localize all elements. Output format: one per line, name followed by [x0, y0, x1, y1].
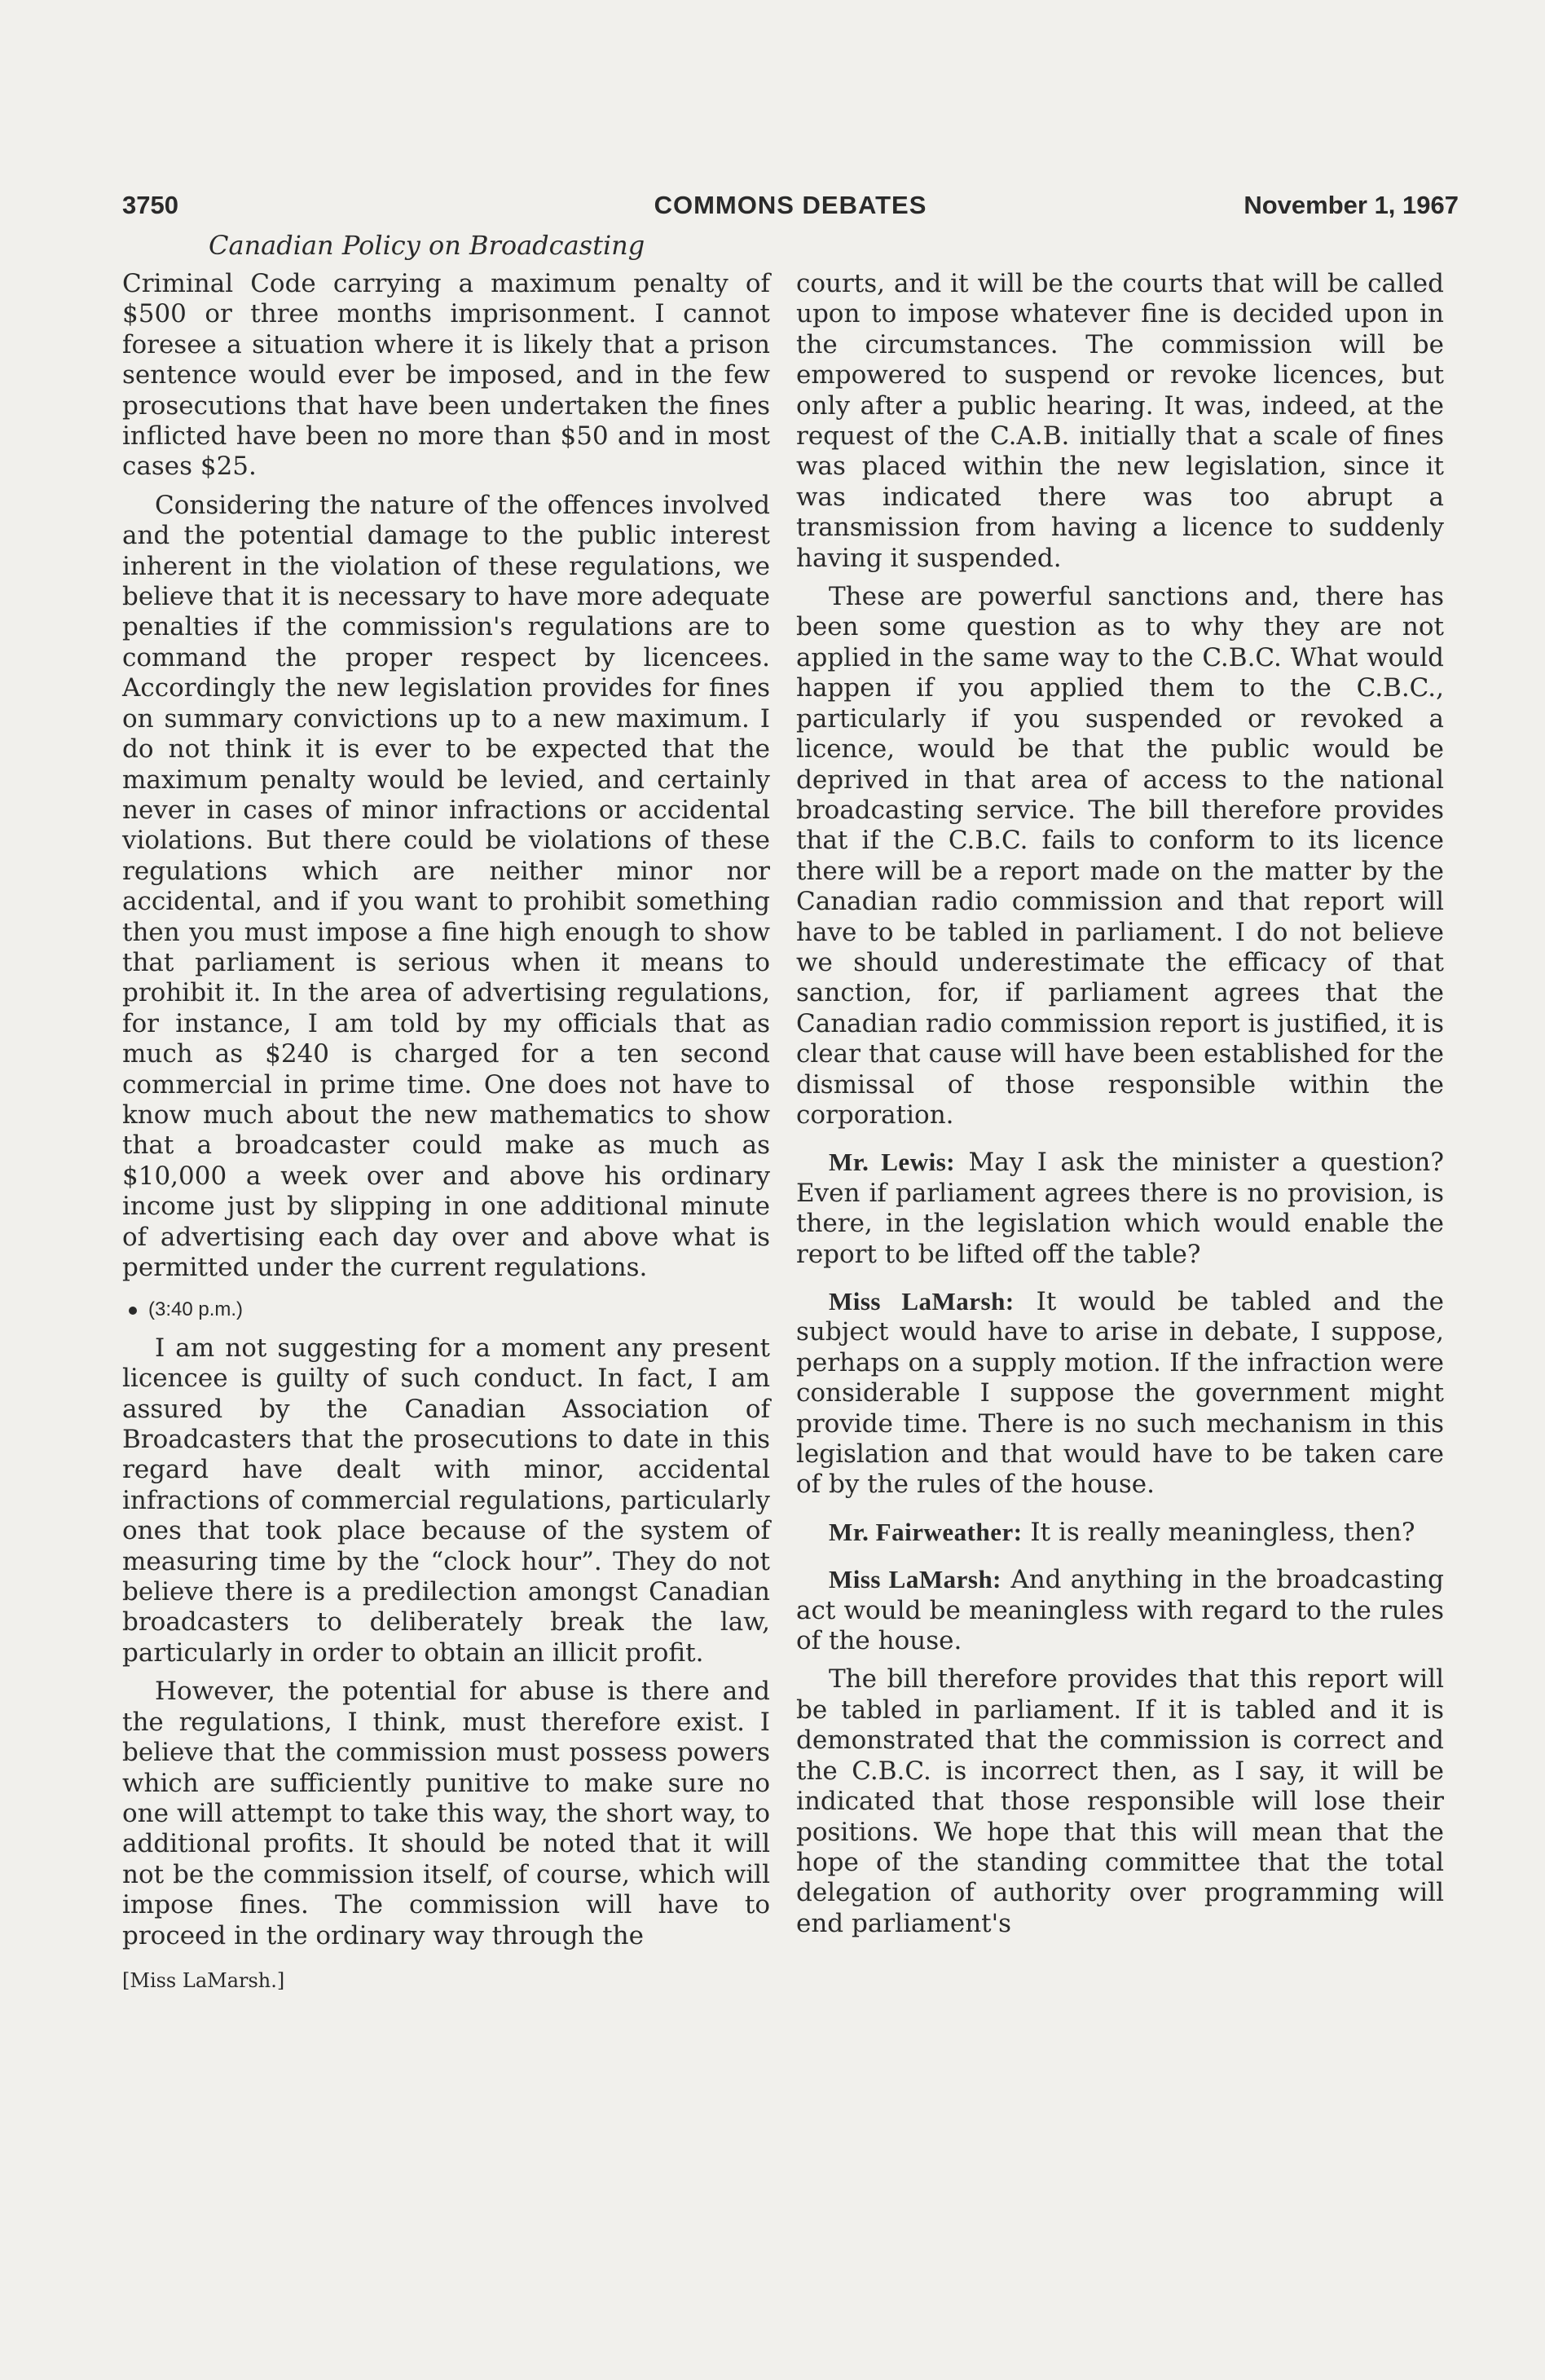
timestamp [129, 1294, 770, 1324]
speech-lewis [796, 1147, 1444, 1270]
paragraph: The bill therefore provides that this report will be tabled in parliament. If it is tabled and it is demonstrated that the commission is correct and the C.B.C. is incorrect then, as I say, it will be indicated that those responsible will lose their positions. We hope that this will mean that the hope of the standing committee that the total delegation of authority over programming will end parliament's [796, 1664, 1444, 1938]
page-number: 3750 [122, 191, 178, 219]
speech-lamarsh [796, 1286, 1444, 1501]
speaker-name: Mr. Fairweather: [829, 1517, 1023, 1546]
paragraph: courts, and it will be the courts that will be called upon to impose whatever fine is decided upon in the circumstances. The commission will be empowered to suspend or revoke licences, but only after a public hearing. It was, indeed, at the request of the C.A.B. initially that a scale of fines was placed within the new legislation, since it was indicated there was too abrupt a transmission from having a licence to suddenly having it suspended. [796, 269, 1444, 573]
running-head: Canadian Policy on Broadcasting [209, 230, 645, 261]
speaker-name: Mr. Lewis: [829, 1148, 956, 1177]
page-header [122, 191, 1459, 231]
paragraph: Criminal Code carrying a maximum penalty of $500 or three months imprisonment. I cannot foresee a situation where it is likely that a prison sentence would ever be imposed, and in the few prosecutions that have been undertaken the fines inflicted have been no more than $50 and in most cases $25. [122, 269, 770, 482]
paragraph: I am not suggesting for a moment any present licencee is guilty of such conduct. In fact, I am assured by the Canadian Association of Broadcasters that the prosecutions to date in this regard have dealt with minor, accidental infractions of commercial regulations, particularly ones that took place because of the system of measuring time by the “clock hour”. They do not believe there is a predilection amongst Canadian broadcasters to deliberately break the law, particularly in order to obtain an illicit profit. [122, 1333, 770, 1668]
speaker-footnote: [Miss LaMarsh.] [122, 1968, 285, 1992]
speaker-name: Miss LaMarsh: [829, 1287, 1015, 1316]
speaker-name: Miss LaMarsh: [829, 1565, 1002, 1594]
speech-text: May I ask the minister a question? Even if parliament agrees there is no provision, is there, in the legislation which would enable the report to be lifted off the table? [796, 1148, 1445, 1269]
right-column [796, 269, 1444, 1939]
speech-lamarsh [796, 1564, 1444, 1656]
paragraph: Considering the nature of the offences involved and the potential damage to the public interest inherent in the violation of these regulations, we believe that it is necessary to have more adequate penalties if the commission's regulations are to command the proper respect by licencees. Accordingly the new legislation provides for fines on summary convictions up to a new maximum. I do not think it is ever to be expected that the maximum penalty would be levied, and certainly never in cases of minor infractions or accidental violations. But there could be violations of these regulations which are neither minor nor accidental, and if you want to prohibit something then you must impose a fine high enough to show that parliament is serious when it means to prohibit it. In the area of advertising regulations, for instance, I am told by my officials that as much as $240 is charged for a ten second commercial in prime time. One does not have to know much about the new mathematics to show that a broadcaster could make as much as $10,000 a week over and above his ordinary income just by slipping in one additional minute of advertising each day over and above what is permitted under the current regulations. [122, 490, 770, 1282]
left-column [122, 269, 770, 1996]
publication-date: November 1, 1967 [1243, 191, 1459, 219]
speech-text: It is really meaningless, then? [1030, 1517, 1415, 1547]
speech-text: It would be tabled and the subject would have to arise in debate, I suppose, perhaps on a supply motion. If the infraction were considerable I suppose the government might provide time. There is no such mechanism in this legislation and that would have to be taken care of by the rules of the house. [796, 1287, 1444, 1500]
paragraph: However, the potential for abuse is there and the regulations, I think, must therefore exist. I believe that the commission must possess powers which are sufficiently punitive to make sure no one will attempt to take this way, the short way, to additional profits. It should be noted that it will not be the commission itself, of course, which will impose fines. The commission will have to proceed in the ordinary way through the [122, 1677, 770, 1950]
speech-text: And anything in the broadcasting act would be meaningless with regard to the rules of the house. [796, 1565, 1444, 1656]
speech-fairweather [796, 1517, 1444, 1548]
journal-title: COMMONS DEBATES [654, 191, 927, 219]
bullet-icon [129, 1307, 137, 1315]
paragraph: These are powerful sanctions and, there has been some question as to why they are not applied in the same way to the C.B.C. What would happen if you applied them to the C.B.C., particularly if you suspended or revoked a licence, would be that the public would be deprived in that area of access to the national broadcasting service. The bill therefore provides that if the C.B.C. fails to conform to its licence there will be a report made on the matter by the Canadian radio commission and that report will have to be tabled in parliament. I do not believe we should underestimate the efficacy of that sanction, for, if parliament agrees that the Canadian radio commission report is justified, it is clear that cause will have been established for the dismissal of those responsible within the corporation. [796, 582, 1444, 1130]
timestamp-text: (3:40 p.m.) [148, 1298, 244, 1321]
